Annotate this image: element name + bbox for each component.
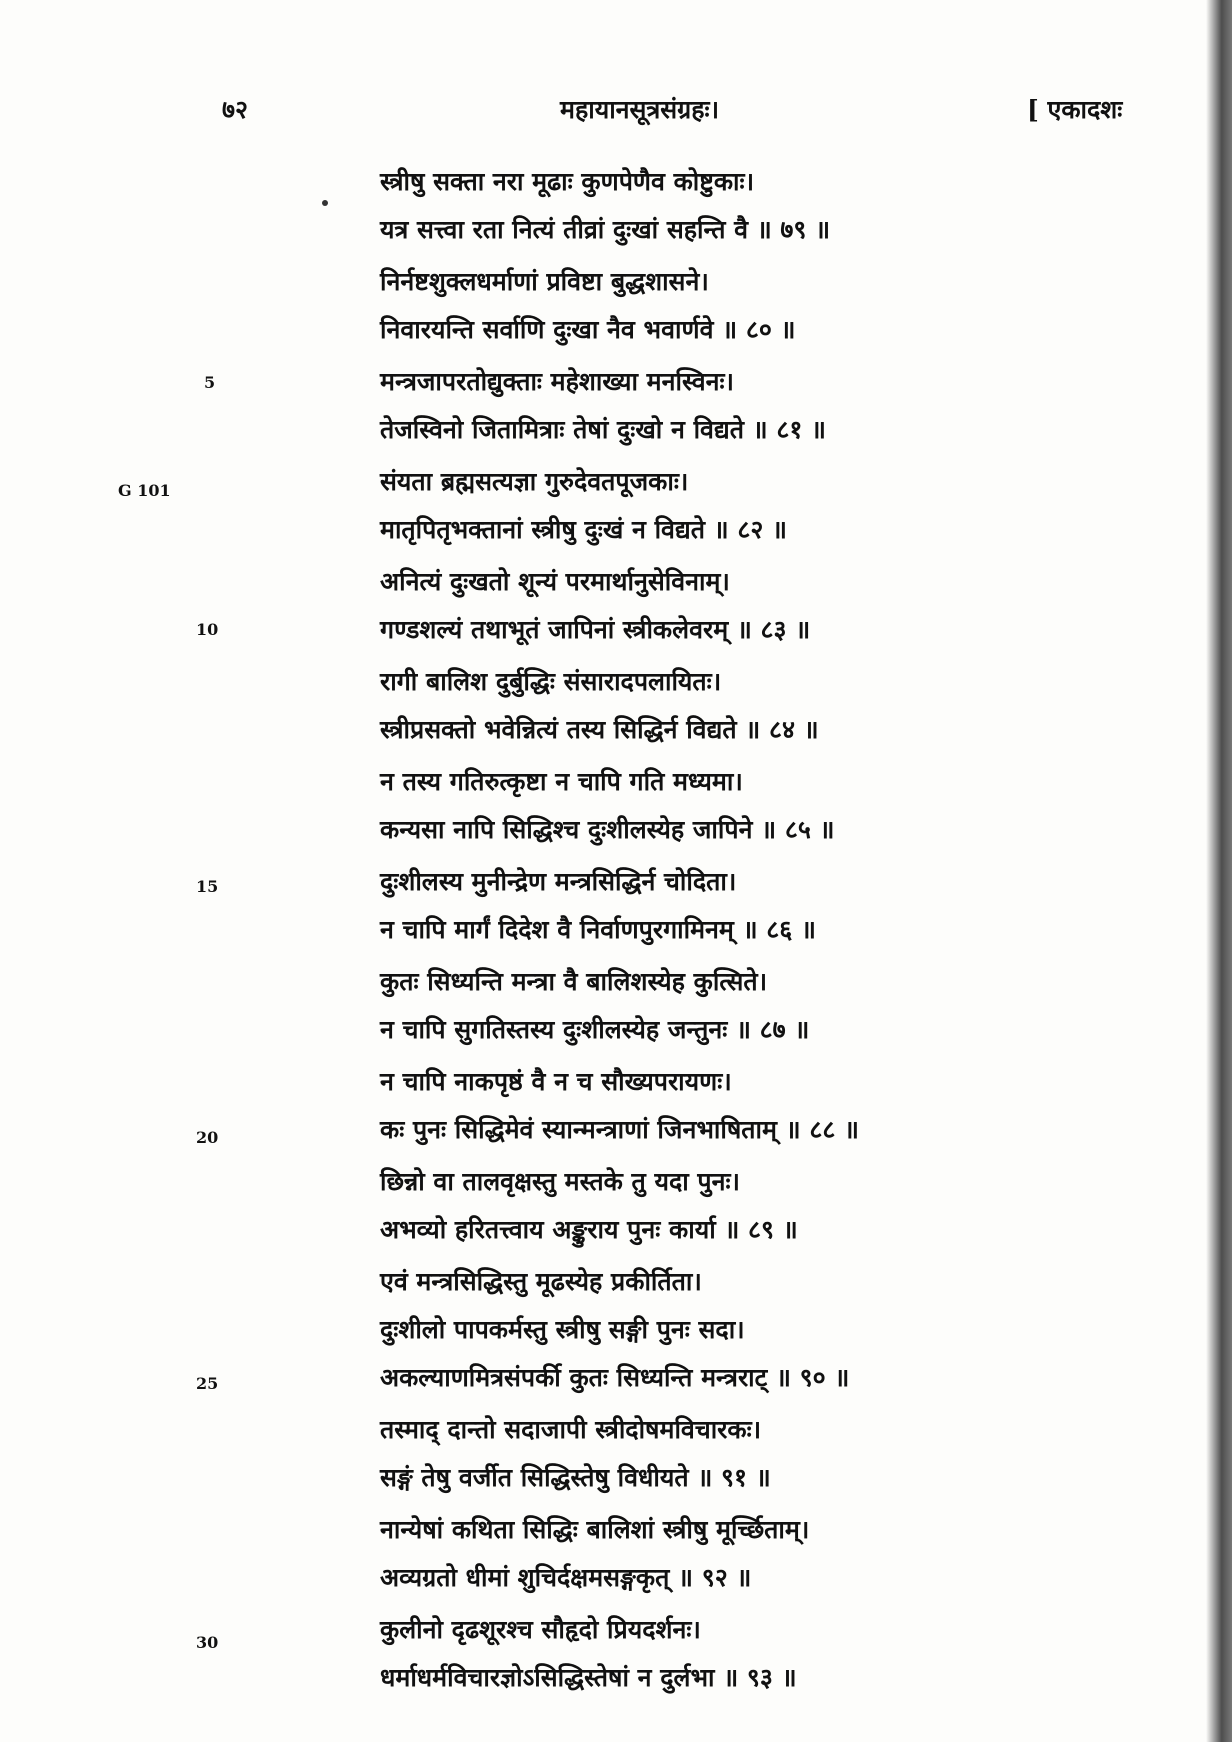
- verse-91: [380, 1406, 1000, 1502]
- verse-79: [380, 158, 1000, 254]
- page-number: ७२: [222, 95, 249, 124]
- verse-line: न चापि नाकपृष्ठं वै न च सौख्यपरायणः।: [380, 1067, 732, 1096]
- verse-text: [380, 158, 1000, 1706]
- verse-line: मन्त्रजापरतोद्युक्ताः महेशाख्या मनस्विनः।: [380, 367, 735, 396]
- running-title: महायानसूत्रसंग्रहः।: [560, 95, 720, 124]
- verse-85: [380, 758, 1000, 854]
- line-number-10: 10: [196, 620, 219, 639]
- verse-line: स्त्रीप्रसक्तो भवेन्नित्यं तस्य सिद्धिर्न विद्यते ॥ ८४ ॥: [380, 715, 819, 744]
- verse-80: [380, 258, 1000, 354]
- verse-line: तस्माद् दान्तो सदाजापी स्त्रीदोषमविचारकः।: [380, 1415, 762, 1444]
- verse-line: एवं मन्त्रसिद्धिस्तु मूढस्येह प्रकीर्तिता।: [380, 1267, 702, 1296]
- line-number-5: 5: [204, 373, 216, 392]
- verse-88: [380, 1058, 1000, 1154]
- ink-speck: [322, 200, 328, 206]
- section-label: [ एकादशः: [1027, 95, 1123, 124]
- verse-line: रागी बालिश दुर्बुद्धिः संसारादपलायितः।: [380, 667, 722, 696]
- verse-line: दुःशीलो पापकर्मस्तु स्त्रीषु सङ्गी पुनः सदा।: [380, 1315, 745, 1344]
- verse-81: [380, 358, 1000, 454]
- verse-line: कन्यसा नापि सिद्धिश्च दुःशीलस्येह जापिने ॥ ८५ ॥: [380, 815, 835, 844]
- verse-line: स्त्रीषु सक्ता नरा मूढाः कुणपेणैव कोष्टुकाः।: [380, 167, 755, 196]
- line-number-20: 20: [196, 1128, 219, 1147]
- verse-line: निवारयन्ति सर्वाणि दुःखा नैव भवार्णवे ॥ ८० ॥: [380, 315, 796, 344]
- line-number-15: 15: [196, 877, 219, 896]
- verse-line: नान्येषां कथिता सिद्धिः बालिशां स्त्रीषु मूर्च्छिताम्।: [380, 1515, 810, 1544]
- verse-90: [380, 1258, 1000, 1402]
- verse-line: गण्डशल्यं तथाभूतं जापिनां स्त्रीकलेवरम् ॥ ८३ ॥: [380, 615, 811, 644]
- verse-line: सङ्गं तेषु वर्जीत सिद्धिस्तेषु विधीयते ॥ ९१ ॥: [380, 1463, 771, 1492]
- verse-84: [380, 658, 1000, 754]
- verse-line: अव्यग्रतो धीमां शुचिर्दक्षमसङ्गकृत् ॥ ९२ ॥: [380, 1563, 752, 1592]
- running-header: [0, 92, 1232, 132]
- verse-line: कः पुनः सिद्धिमेवं स्यान्मन्त्राणां जिनभाषिताम् ॥ ८८ ॥: [380, 1115, 860, 1144]
- page-edge-shadow: [1206, 0, 1232, 1742]
- verse-92: [380, 1506, 1000, 1602]
- verse-line: मातृपितृभक्तानां स्त्रीषु दुःखं न विद्यते ॥ ८२ ॥: [380, 515, 788, 544]
- verse-89: [380, 1158, 1000, 1254]
- verse-line: तेजस्विनो जितामित्राः तेषां दुःखो न विद्यते ॥ ८१ ॥: [380, 415, 827, 444]
- verse-line: अभव्यो हरितत्त्वाय अङ्कुराय पुनः कार्या ॥ ८९ ॥: [380, 1215, 798, 1244]
- verse-line: न तस्य गतिरुत्कृष्टा न चापि गति मध्यमा।: [380, 767, 743, 796]
- verse-line: कुलीनो दृढशूरश्च सौहृदो प्रियदर्शनः।: [380, 1615, 701, 1644]
- verse-line: यत्र सत्त्वा रता नित्यं तीव्रां दुःखां सहन्ति वै ॥ ७९ ॥: [380, 215, 831, 244]
- manuscript-reference: G 101: [118, 481, 171, 500]
- verse-87: [380, 958, 1000, 1054]
- verse-86: [380, 858, 1000, 954]
- verse-line: निर्नष्टशुक्लधर्माणां प्रविष्टा बुद्धशासने।: [380, 267, 709, 296]
- verse-82: [380, 458, 1000, 554]
- verse-line: संयता ब्रह्मसत्यज्ञा गुरुदेवतपूजकाः।: [380, 467, 689, 496]
- verse-line: दुःशीलस्य मुनीन्द्रेण मन्त्रसिद्धिर्न चोदिता।: [380, 867, 737, 896]
- verse-line: धर्माधर्मविचारज्ञोऽसिद्धिस्तेषां न दुर्लभा ॥ ९३ ॥: [380, 1663, 797, 1692]
- verse-83: [380, 558, 1000, 654]
- verse-line: छिन्नो वा तालवृक्षस्तु मस्तके तु यदा पुनः।: [380, 1167, 741, 1196]
- verse-line: न चापि मार्गं दिदेश वै निर्वाणपुरगामिनम् ॥ ८६ ॥: [380, 915, 816, 944]
- verse-line: अनित्यं दुःखतो शून्यं परमार्थानुसेविनाम्।: [380, 567, 730, 596]
- verse-line: अकल्याणमित्रसंपर्की कुतः सिध्यन्ति मन्त्रराट् ॥ ९० ॥: [380, 1363, 850, 1392]
- verse-93: [380, 1606, 1000, 1702]
- verse-line: न चापि सुगतिस्तस्य दुःशीलस्येह जन्तुनः ॥ ८७ ॥: [380, 1015, 810, 1044]
- verse-line: कुतः सिध्यन्ति मन्त्रा वै बालिशस्येह कुत्सिते।: [380, 967, 768, 996]
- line-number-30: 30: [196, 1633, 219, 1652]
- line-number-25: 25: [196, 1374, 219, 1393]
